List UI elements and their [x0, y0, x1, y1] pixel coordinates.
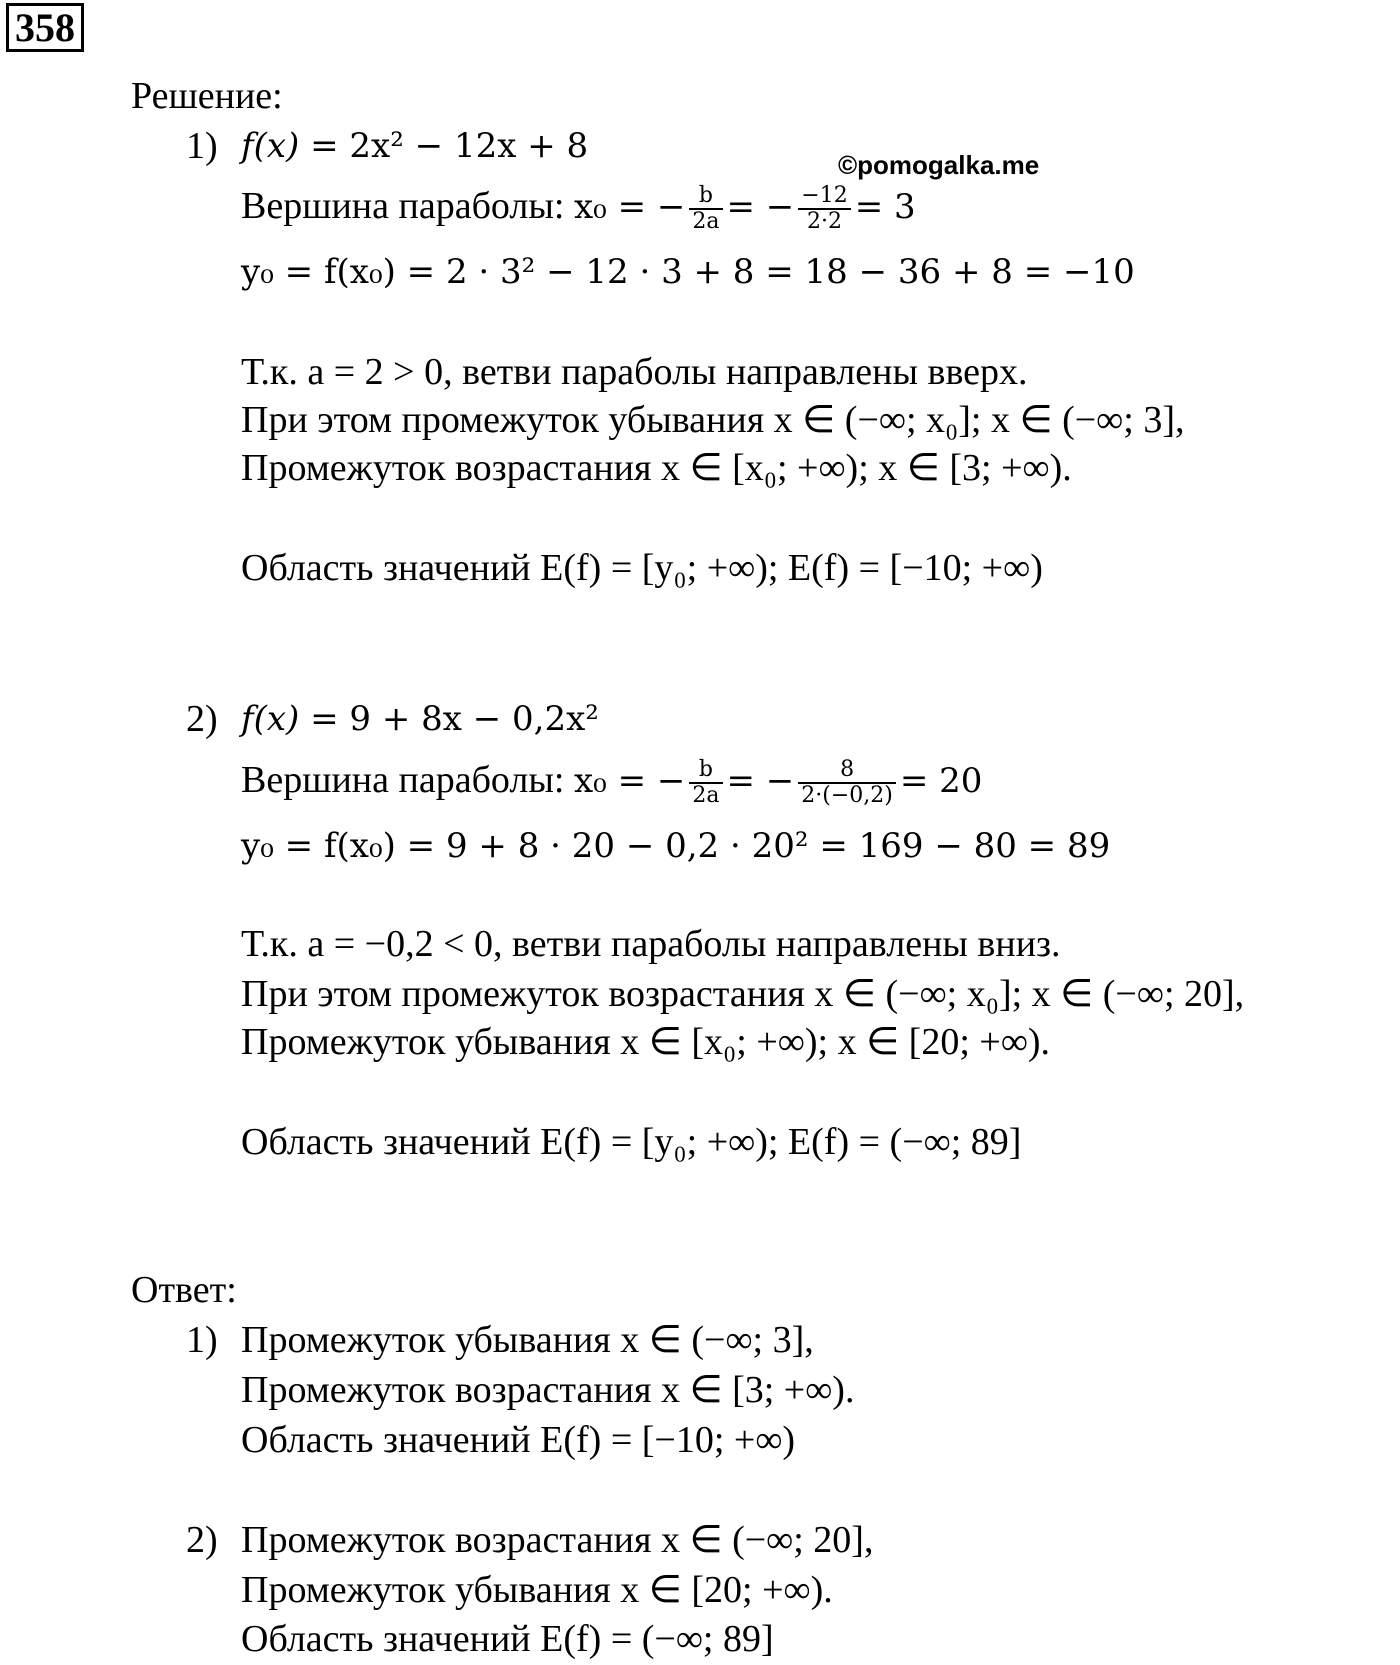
part2-frac-b-2a [689, 758, 722, 808]
part1-vertex-line [241, 184, 916, 234]
answer1-line2: Промежуток возрастания x ∈ [3; +∞). [241, 1369, 855, 1411]
part2-func-rhs: = 9 + 8x − 0,2x² [310, 699, 599, 739]
part1-func-rhs: = 2x² − 12x + 8 [310, 126, 589, 166]
part1-frac1-numerator: b [689, 184, 722, 210]
answer1-line3: Область значений E(f) = [−10; +∞) [241, 1419, 796, 1461]
part2-function [241, 697, 599, 741]
part2-x0-mid: = − [726, 761, 795, 801]
part1-y0-line: y₀ = f(x₀) = 2 · 3² − 12 · 3 + 8 = 18 − 36 + 8 = −10 [241, 252, 1135, 292]
problem-number: 358 [6, 3, 84, 52]
part1-range-line: Область значений E(f) = [y₀; +∞); E(f) = [−10; +∞) [241, 547, 1043, 589]
part1-number: 1) [186, 125, 218, 167]
answer2-line2: Промежуток убывания x ∈ [20; +∞). [241, 1569, 833, 1611]
part1-vertex-label: Вершина параболы: [241, 185, 565, 227]
part2-vertex-label: Вершина параболы: [241, 759, 565, 801]
part1-increasing-line: Промежуток возрастания x ∈ [x₀; +∞); x ∈ [3; +∞). [241, 447, 1072, 489]
part2-vertex-line [241, 758, 982, 808]
part2-frac1-denominator: 2a [692, 783, 720, 809]
watermark: ©pomogalka.me [838, 150, 1040, 180]
answer2-line3: Область значений E(f) = (−∞; 89] [241, 1618, 774, 1660]
part2-increasing-line: При этом промежуток возрастания x ∈ (−∞; x₀]; x ∈ (−∞; 20], [241, 973, 1245, 1015]
part2-func-lhs: f(x) [241, 699, 300, 739]
part1-func-lhs: f(x) [241, 126, 300, 166]
answer1-number: 1) [186, 1319, 218, 1361]
part1-tk-line: Т.к. a = 2 > 0, ветви параболы направлены вверх. [241, 351, 1028, 393]
part2-decreasing-line: Промежуток убывания x ∈ [x₀; +∞); x ∈ [20; +∞). [241, 1021, 1051, 1063]
part2-frac-values [798, 758, 896, 808]
part2-frac1-numerator: b [689, 758, 722, 784]
part2-x0-start: x₀ = − [573, 761, 686, 801]
part1-function [241, 124, 588, 168]
part2-frac2-denominator: 2·(−0,2) [801, 783, 893, 809]
part2-x0-end: = 20 [899, 761, 983, 801]
part1-x0-start: x₀ = − [573, 187, 686, 227]
part2-range-line: Область значений E(f) = [y₀; +∞); E(f) = (−∞; 89] [241, 1121, 1022, 1163]
part1-frac2-denominator: 2·2 [807, 209, 843, 235]
part1-frac-values [798, 184, 850, 234]
part2-number: 2) [186, 698, 218, 740]
part1-frac-b-2a [689, 184, 722, 234]
part2-y0-line: y₀ = f(x₀) = 9 + 8 · 20 − 0,2 · 20² = 169 − 80 = 89 [241, 826, 1111, 866]
part2-frac2-numerator: 8 [798, 758, 896, 784]
part1-frac2-numerator: −12 [798, 184, 850, 210]
part1-x0-end: = 3 [854, 187, 916, 227]
answer-label: Ответ: [131, 1269, 237, 1311]
answer1-line1: Промежуток убывания x ∈ (−∞; 3], [241, 1319, 814, 1361]
solution-label: Решение: [131, 75, 283, 117]
part2-tk-line: Т.к. a = −0,2 < 0, ветви параболы направлены вниз. [241, 923, 1061, 965]
part1-frac1-denominator: 2a [692, 209, 720, 235]
answer2-number: 2) [186, 1519, 218, 1561]
part1-decreasing-line: При этом промежуток убывания x ∈ (−∞; x₀]; x ∈ (−∞; 3], [241, 399, 1185, 441]
answer2-line1: Промежуток возрастания x ∈ (−∞; 20], [241, 1519, 874, 1561]
part1-x0-mid: = − [726, 187, 795, 227]
